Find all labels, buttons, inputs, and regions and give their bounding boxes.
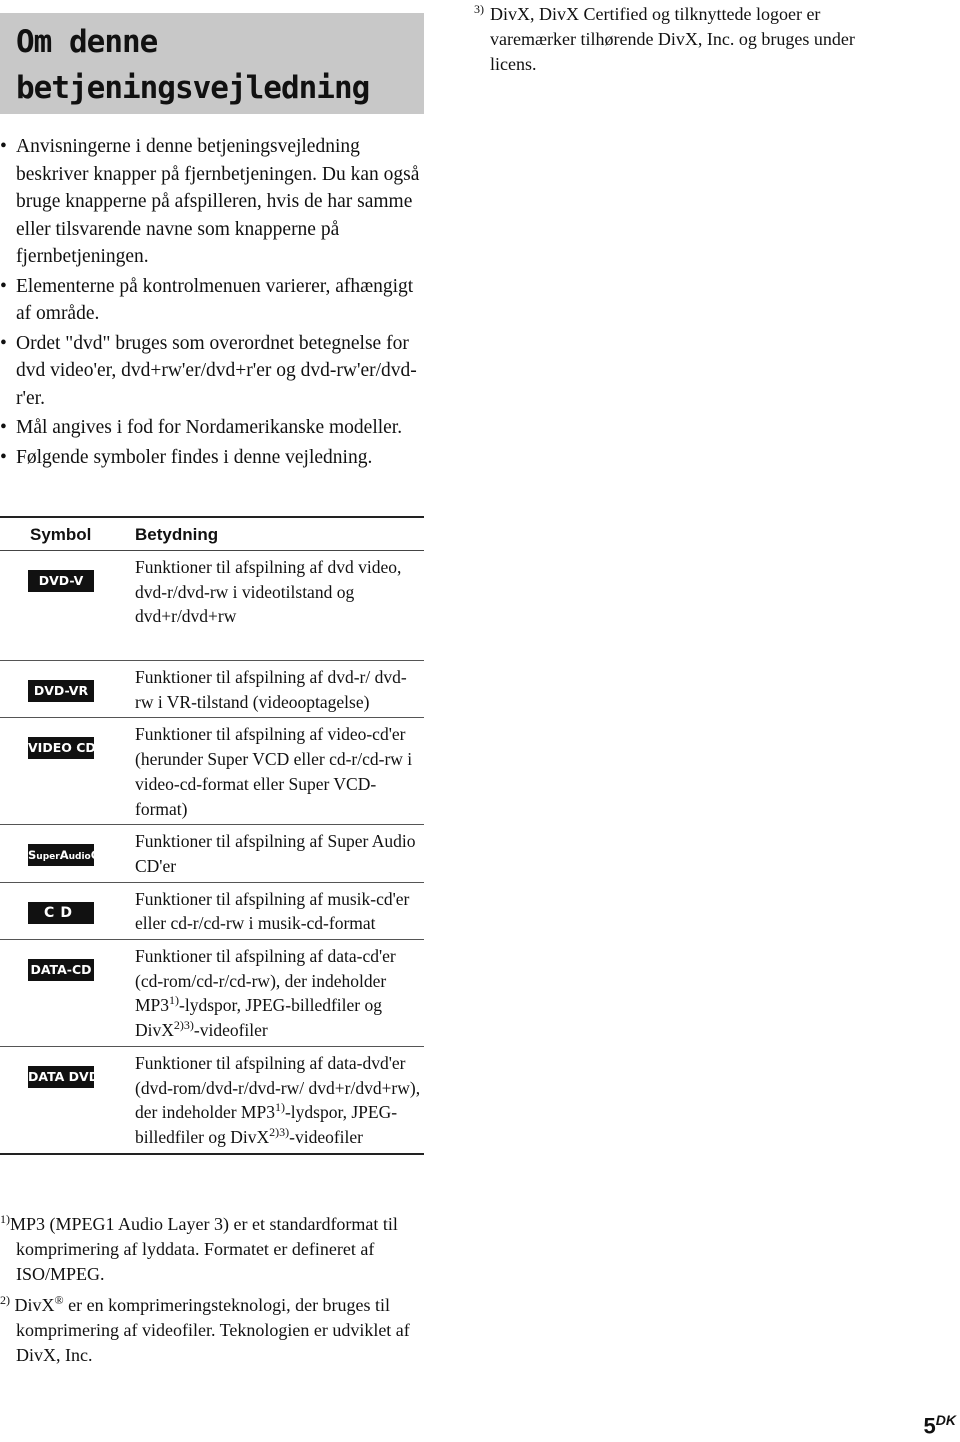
- footnotes: [0, 1212, 424, 1374]
- table-row: [0, 1046, 424, 1153]
- data-dvd-icon: DATA DVD: [28, 1066, 94, 1088]
- cd-icon: CD: [28, 902, 94, 924]
- list-item: • Følgende symboler findes i denne vejledning.: [0, 444, 424, 472]
- table-row: [0, 718, 424, 825]
- footnote-2: $^{2)}$ DivX® er en komprimeringsteknologi, der bruges til komprimering af videofiler. Teknologien er udviklet af DivX, Inc.: [0, 1293, 410, 1365]
- list-item: • Anvisningerne i denne betjeningsvejledning beskriver knapper på fjernbetjeningen. Du kan også bruge knapperne på afspilleren, hvis de har samme eller tilsvarende navne som knapperne på fjernbetjeningen.: [0, 133, 424, 271]
- meaning-cell: Funktioner til afspilning af data-cd'er (cd-rom/cd-r/cd-rw), der indeholder MP3$^{1)}$-lydspor, JPEG-billedfiler og DivX$^{2)3)}$-videofiler: [135, 940, 424, 1047]
- table-row: [0, 661, 424, 718]
- data-cd-icon: DATA-CD: [28, 959, 94, 981]
- instruction-list: [0, 133, 424, 473]
- page-title: Om denne betjeningsvejledning: [16, 24, 370, 106]
- meaning-cell: Funktioner til afspilning af video-cd'er (herunder Super VCD eller cd-r/cd-rw i video-cd-format eller Super VCD-format): [135, 718, 424, 825]
- page-number: $5^{DK}$: [923, 1412, 956, 1439]
- table-row: [0, 882, 424, 939]
- meaning-cell: Funktioner til afspilning af musik-cd'er eller cd-r/cd-rw i musik-cd-format: [135, 882, 424, 939]
- meaning-cell: Funktioner til afspilning af dvd video, dvd-r/dvd-rw i videotilstand og dvd+r/dvd+rw: [135, 551, 424, 661]
- footnote-3: [474, 2, 894, 77]
- footnote-text: DivX, DivX Certified og tilknyttede logoer er varemærker tilhørende DivX, Inc. og bruges under licens.: [490, 4, 855, 74]
- meaning-cell: Funktioner til afspilning af data-dvd'er (dvd-rom/dvd-r/dvd-rw/ dvd+r/dvd+rw), der indeholder MP3$^{1)}$-lydspor, JPEG-billedfiler og DivX$^{2)3)}$-videofiler: [135, 1046, 424, 1153]
- list-item: • Elementerne på kontrolmenuen varierer, afhængigt af område.: [0, 273, 424, 328]
- table-header-row: [0, 517, 424, 551]
- dvd-v-icon: DVD-V: [28, 570, 94, 592]
- table-row: [0, 825, 424, 882]
- dvd-vr-icon: DVD-VR: [28, 680, 94, 702]
- registered-icon: ®: [54, 1293, 64, 1307]
- meaning-cell: Funktioner til afspilning af Super Audio CD'er: [135, 825, 424, 882]
- meaning-cell: Funktioner til afspilning af dvd-r/ dvd-rw i VR-tilstand (videooptagelse): [135, 661, 424, 718]
- column-header-meaning: Betydning: [135, 517, 424, 551]
- footnote-1: $^{1)}$MP3 (MPEG1 Audio Layer 3) er et standardformat til komprimering af lyddata. Formatet er defineret af ISO/MPEG.: [0, 1212, 398, 1284]
- table-row: [0, 551, 424, 661]
- list-item: • Mål angives i fod for Nordamerikanske modeller.: [0, 414, 424, 442]
- table-row: [0, 940, 424, 1047]
- video-cd-icon: VIDEO CD: [28, 737, 94, 759]
- list-item: • Ordet "dvd" bruges som overordnet betegnelse for dvd video'er, dvd+rw'er/dvd+r'er og dvd-rw'er/dvd-r'er.: [0, 330, 424, 413]
- footnote-marker: 3): [474, 2, 484, 16]
- super-audio-cd-icon: SuperAudioCD: [28, 844, 94, 866]
- column-header-symbol: Symbol: [0, 517, 135, 551]
- symbol-table: [0, 516, 424, 1155]
- section-title-box: [0, 13, 424, 114]
